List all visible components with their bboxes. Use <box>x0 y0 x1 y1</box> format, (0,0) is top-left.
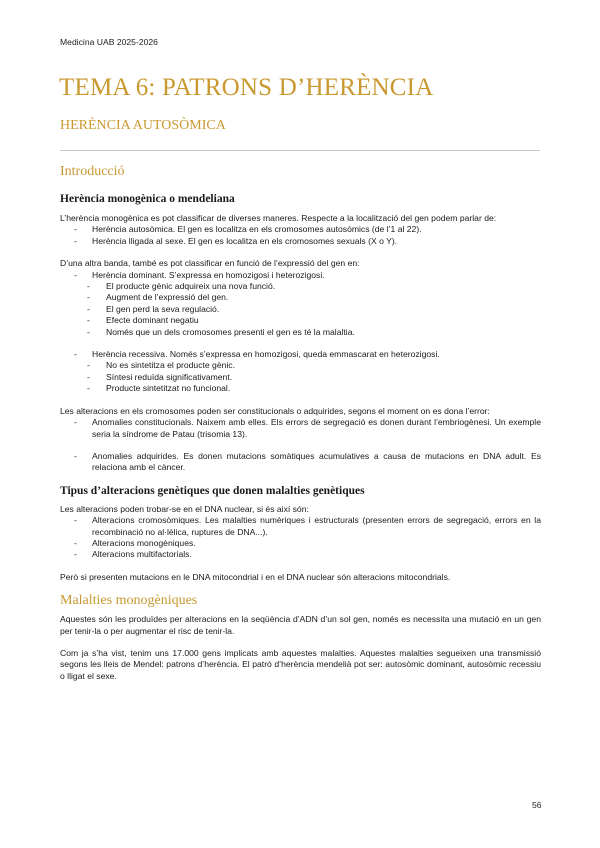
header-note: Medicina UAB 2025-2026 <box>60 37 158 47</box>
bullet-list <box>60 224 541 247</box>
sub-list-item: - El gen perd la seva regulació. <box>60 304 541 315</box>
list-item: - Herència recessiva. Només s’expressa en homozigosi, queda emmascarat en heterozigosi. <box>60 349 541 360</box>
paragraph: Aquestes són les produïdes per alteracions en la seqüència d’ADN d’un sol gen, només es necessita una mutació en un gen per tenir-la o per augmentar el risc de tenir-la. <box>60 614 541 636</box>
section-heading-monogenic: Malalties monogèniques <box>60 593 198 609</box>
sub-list-item: - Síntesi reduïda significativament. <box>60 372 541 383</box>
list-item: - Alteracions monogèniques. <box>60 538 541 549</box>
page-number: 56 <box>532 800 542 810</box>
paragraph: L’herència monogènica es pot classificar de diverses maneres. Respecte a la localització del gen podem parlar de: <box>60 213 497 223</box>
sub-list-item: - No es sintetitza el producte gènic. <box>60 360 541 371</box>
document-body <box>60 162 541 682</box>
bullet-list <box>60 451 541 474</box>
sub-list-item: - Augment de l’expressió del gen. <box>60 292 541 303</box>
list-item: - Anomalies constitucionals. Naixem amb elles. Els errors de segregació es donen durant l’embriogènesi. Un exemple seria la síndrome de Patau (trisomia 13). <box>60 417 541 440</box>
page-title: TEMA 6: PATRONS D’HERÈNCIA <box>59 74 434 101</box>
paragraph: Les alteracions en els cromosomes poden ser constitucionals o adquirides, segons el moment on es dona l’error: <box>60 405 490 416</box>
list-item: - Herència lligada al sexe. El gen es localitza en els cromosomes sexuals (X o Y). <box>60 236 541 247</box>
paragraph: Com ja s’ha vist, tenim uns 17.000 gens implicats amb aquestes malalties. Aquestes malalties segueixen una transmissió segons les lleis de Mendel: patrons d’herència. El patró d’herència mendelià pot ser: autosòmic dominant, autosòmic recessiu o lligat el sexe. <box>60 647 541 681</box>
paragraph: Les alteracions poden trobar-se en el DNA nuclear, si és així són: <box>60 503 309 514</box>
section-heading-intro: Introducció <box>60 164 125 179</box>
sub-list <box>60 281 541 338</box>
sub-list-item: - Efecte dominant negatiu <box>60 315 541 326</box>
bullet-list <box>60 270 541 281</box>
list-item-text: Herència dominant. S’expressa en homozigosi i heterozigosi. <box>92 269 325 280</box>
list-item <box>60 270 541 281</box>
list-item: - Alteracions cromosòmiques. Les malalties numèriques i estructurals (presenten errors de segregació, errors en la recombinació no al·lèlica, ruptures de DNA...). <box>60 515 541 538</box>
sub-list-item: - Producte sintetitzat no funcional. <box>60 383 541 394</box>
list-item: - Anomalies adquirides. Es donen mutacions somàtiques acumulatives a causa de mutacions en DNA adult. Es relaciona amb el càncer. <box>60 451 541 474</box>
bullet-list <box>60 515 541 561</box>
subheading-monogenic: Herència monogènica o mendeliana <box>60 193 235 205</box>
bullet-list <box>60 349 541 360</box>
page-subtitle: HERÈNCIA AUTOSÒMICA <box>60 118 226 133</box>
paragraph: D’una altra banda, també es pot classificar en funció de l’expressió del gen en: <box>60 258 360 269</box>
subheading-types: Tipus d’alteracions genètiques que donen malalties genètiques <box>60 484 365 497</box>
bullet-list <box>60 417 541 440</box>
list-item: - Herència autosòmica. El gen es localitza en els cromosomes autosòmics (de l’1 al 22). <box>60 224 541 235</box>
sub-list-item: - El producte gènic adquireix una nova funció. <box>60 281 541 292</box>
sub-list <box>60 360 541 394</box>
list-item: - Alteracions multifactorials. <box>60 549 541 560</box>
divider <box>60 150 540 151</box>
paragraph: Però si presenten mutacions en le DNA mitocondrial i en el DNA nuclear són alteracions mitocondrials. <box>60 571 451 582</box>
sub-list-item: - Només que un dels cromosomes presenti el gen es té la malaltia. <box>60 327 541 338</box>
